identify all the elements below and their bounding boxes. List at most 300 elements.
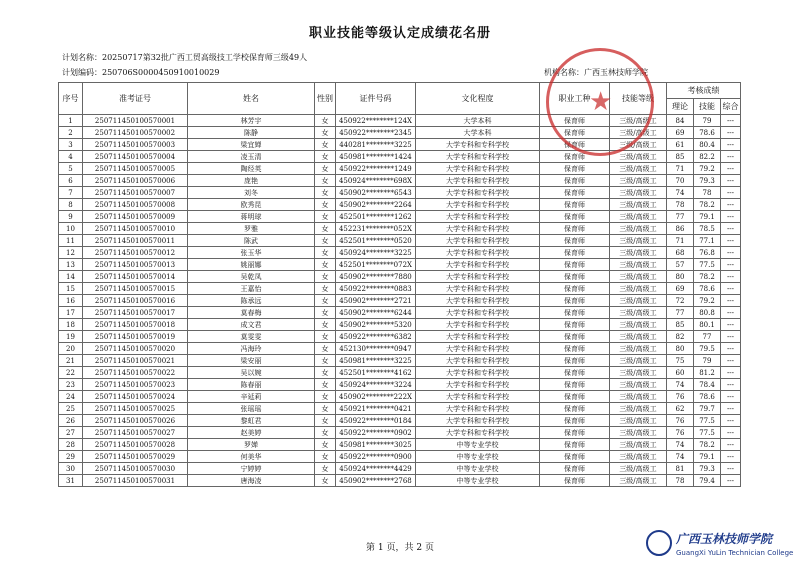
cell-education: 大学专科和专科学校 <box>416 427 540 439</box>
cell-skill: 79.2 <box>694 163 721 175</box>
cell-education: 中等专业学校 <box>416 439 540 451</box>
cell-id-no: 450921********0421 <box>336 403 416 415</box>
cell-id-no: 452501********1262 <box>336 211 416 223</box>
cell-skill: 80.1 <box>694 319 721 331</box>
cell-exam-no: 250711450100570008 <box>83 199 188 211</box>
cell-id-no: 452501********4162 <box>336 367 416 379</box>
table-row <box>59 451 741 463</box>
page-footer: 第 1 页，共 2 页 <box>366 543 434 553</box>
table-row <box>59 295 741 307</box>
table-row <box>59 439 741 451</box>
table-row <box>59 475 741 487</box>
cell-name: 何美华 <box>188 451 315 463</box>
table-row <box>59 319 741 331</box>
cell-education: 大学专科和专科学校 <box>416 295 540 307</box>
cell-name: 刘冬 <box>188 187 315 199</box>
table-row <box>59 415 741 427</box>
cell-theory: 74 <box>667 439 694 451</box>
cell-overall: --- <box>721 223 741 235</box>
cell-occupation: 保育师 <box>540 139 610 151</box>
college-name-cn: 广西玉林技师学院 <box>676 532 773 546</box>
cell-id-no: 450922********6382 <box>336 331 416 343</box>
cell-level: 三级/高级工 <box>610 451 667 463</box>
cell-occupation: 保育师 <box>540 379 610 391</box>
cell-skill: 78.2 <box>694 199 721 211</box>
cell-name: 吴以婉 <box>188 367 315 379</box>
cell-skill: 77.5 <box>694 259 721 271</box>
cell-theory: 60 <box>667 367 694 379</box>
cell-exam-no: 250711450100570004 <box>83 151 188 163</box>
cell-level: 三级/高级工 <box>610 475 667 487</box>
table-row <box>59 427 741 439</box>
cell-overall: --- <box>721 115 741 127</box>
cell-occupation: 保育师 <box>540 319 610 331</box>
cell-overall: --- <box>721 235 741 247</box>
cell-level: 三级/高级工 <box>610 391 667 403</box>
cell-name: 蒋明球 <box>188 211 315 223</box>
cell-occupation: 保育师 <box>540 475 610 487</box>
cell-name: 陈承远 <box>188 295 315 307</box>
table-row <box>59 367 741 379</box>
cell-seq: 6 <box>59 175 83 187</box>
cell-theory: 80 <box>667 343 694 355</box>
cell-education: 大学专科和专科学校 <box>416 235 540 247</box>
header-theory: 理论 <box>667 99 694 115</box>
cell-overall: --- <box>721 331 741 343</box>
cell-name: 欧秀昆 <box>188 199 315 211</box>
cell-overall: --- <box>721 403 741 415</box>
cell-occupation: 保育师 <box>540 343 610 355</box>
table-row <box>59 355 741 367</box>
table-row <box>59 187 741 199</box>
cell-seq: 3 <box>59 139 83 151</box>
cell-theory: 84 <box>667 115 694 127</box>
cell-gender: 女 <box>315 319 336 331</box>
cell-seq: 7 <box>59 187 83 199</box>
cell-skill: 79.3 <box>694 175 721 187</box>
cell-exam-no: 250711450100570018 <box>83 319 188 331</box>
table-row <box>59 259 741 271</box>
cell-theory: 68 <box>667 247 694 259</box>
cell-gender: 女 <box>315 115 336 127</box>
cell-seq: 11 <box>59 235 83 247</box>
cell-id-no: 450922********0902 <box>336 427 416 439</box>
cell-occupation: 保育师 <box>540 271 610 283</box>
cell-exam-no: 250711450100570021 <box>83 355 188 367</box>
cell-gender: 女 <box>315 175 336 187</box>
cell-gender: 女 <box>315 415 336 427</box>
cell-overall: --- <box>721 295 741 307</box>
cell-name: 梁安丽 <box>188 355 315 367</box>
cell-overall: --- <box>721 343 741 355</box>
cell-id-no: 450981********3025 <box>336 439 416 451</box>
college-name-en: GuangXi YuLin Technician College <box>676 549 794 557</box>
cell-occupation: 保育师 <box>540 115 610 127</box>
cell-overall: --- <box>721 259 741 271</box>
cell-name: 成文君 <box>188 319 315 331</box>
cell-theory: 71 <box>667 235 694 247</box>
cell-gender: 女 <box>315 151 336 163</box>
document-title: 职业技能等级认定成绩花名册 <box>308 26 491 41</box>
cell-level: 三级/高级工 <box>610 247 667 259</box>
cell-education: 大学本科 <box>416 127 540 139</box>
cell-overall: --- <box>721 319 741 331</box>
official-seal: ★ <box>546 48 654 156</box>
cell-seq: 2 <box>59 127 83 139</box>
cell-exam-no: 250711450100570011 <box>83 235 188 247</box>
cell-id-no: 450924********698X <box>336 175 416 187</box>
cell-skill: 78.6 <box>694 391 721 403</box>
cell-exam-no: 250711450100570012 <box>83 247 188 259</box>
cell-level: 三级/高级工 <box>610 343 667 355</box>
cell-occupation: 保育师 <box>540 355 610 367</box>
cell-id-no: 450902********6244 <box>336 307 416 319</box>
cell-seq: 14 <box>59 271 83 283</box>
cell-gender: 女 <box>315 199 336 211</box>
table-row <box>59 235 741 247</box>
cell-theory: 71 <box>667 163 694 175</box>
cell-occupation: 保育师 <box>540 175 610 187</box>
cell-exam-no: 250711450100570024 <box>83 391 188 403</box>
cell-education: 大学专科和专科学校 <box>416 319 540 331</box>
cell-gender: 女 <box>315 451 336 463</box>
cell-seq: 16 <box>59 295 83 307</box>
cell-name: 梁宜婵 <box>188 139 315 151</box>
cell-education: 大学专科和专科学校 <box>416 271 540 283</box>
cell-education: 大学专科和专科学校 <box>416 247 540 259</box>
cell-education: 大学专科和专科学校 <box>416 331 540 343</box>
college-emblem-icon <box>646 530 672 556</box>
cell-overall: --- <box>721 463 741 475</box>
table-row <box>59 391 741 403</box>
cell-gender: 女 <box>315 379 336 391</box>
table-row <box>59 175 741 187</box>
cell-education: 中等专业学校 <box>416 451 540 463</box>
cell-level: 三级/高级工 <box>610 211 667 223</box>
cell-education: 大学专科和专科学校 <box>416 151 540 163</box>
cell-level: 三级/高级工 <box>610 439 667 451</box>
header-exam-no: 准考证号 <box>83 83 188 115</box>
cell-level: 三级/高级工 <box>610 139 667 151</box>
cell-skill: 80.4 <box>694 139 721 151</box>
cell-id-no: 450981********3225 <box>336 355 416 367</box>
cell-id-no: 452501********072X <box>336 259 416 271</box>
cell-overall: --- <box>721 211 741 223</box>
cell-occupation: 保育师 <box>540 187 610 199</box>
cell-gender: 女 <box>315 307 336 319</box>
cell-name: 张瑶瑶 <box>188 403 315 415</box>
cell-level: 三级/高级工 <box>610 379 667 391</box>
cell-seq: 25 <box>59 403 83 415</box>
cell-seq: 18 <box>59 319 83 331</box>
cell-occupation: 保育师 <box>540 463 610 475</box>
cell-seq: 21 <box>59 355 83 367</box>
cell-skill: 79 <box>694 115 721 127</box>
cell-name: 吴乾凤 <box>188 271 315 283</box>
header-level: 技能等级 <box>610 83 667 115</box>
cell-education: 大学专科和专科学校 <box>416 211 540 223</box>
cell-skill: 79.4 <box>694 475 721 487</box>
cell-education: 中等专业学校 <box>416 475 540 487</box>
cell-theory: 72 <box>667 295 694 307</box>
cell-occupation: 保育师 <box>540 283 610 295</box>
cell-overall: --- <box>721 475 741 487</box>
header-occupation: 职业工种 <box>540 83 610 115</box>
cell-theory: 57 <box>667 259 694 271</box>
cell-name: 林芳宇 <box>188 115 315 127</box>
cell-education: 大学专科和专科学校 <box>416 391 540 403</box>
cell-level: 三级/高级工 <box>610 463 667 475</box>
cell-theory: 86 <box>667 223 694 235</box>
cell-skill: 78.2 <box>694 271 721 283</box>
cell-theory: 76 <box>667 391 694 403</box>
cell-seq: 22 <box>59 367 83 379</box>
cell-gender: 女 <box>315 283 336 295</box>
cell-theory: 76 <box>667 415 694 427</box>
cell-education: 大学专科和专科学校 <box>416 283 540 295</box>
cell-theory: 69 <box>667 127 694 139</box>
cell-skill: 77.1 <box>694 235 721 247</box>
org-name: 机构名称：广西玉林技师学院 <box>544 68 648 77</box>
cell-seq: 24 <box>59 391 83 403</box>
cell-exam-no: 250711450100570015 <box>83 283 188 295</box>
cell-level: 三级/高级工 <box>610 319 667 331</box>
cell-occupation: 保育师 <box>540 295 610 307</box>
cell-gender: 女 <box>315 127 336 139</box>
cell-exam-no: 250711450100570030 <box>83 463 188 475</box>
cell-gender: 女 <box>315 235 336 247</box>
cell-name: 赵美婷 <box>188 427 315 439</box>
cell-id-no: 440281********3225 <box>336 139 416 151</box>
cell-gender: 女 <box>315 271 336 283</box>
cell-level: 三级/高级工 <box>610 355 667 367</box>
cell-overall: --- <box>721 283 741 295</box>
table-row <box>59 151 741 163</box>
cell-seq: 17 <box>59 307 83 319</box>
cell-overall: --- <box>721 139 741 151</box>
cell-exam-no: 250711450100570017 <box>83 307 188 319</box>
cell-occupation: 保育师 <box>540 331 610 343</box>
cell-seq: 28 <box>59 439 83 451</box>
cell-exam-no: 250711450100570028 <box>83 439 188 451</box>
college-logo <box>646 528 796 562</box>
cell-gender: 女 <box>315 211 336 223</box>
cell-name: 唐海凌 <box>188 475 315 487</box>
cell-overall: --- <box>721 451 741 463</box>
cell-occupation: 保育师 <box>540 307 610 319</box>
cell-skill: 76.8 <box>694 247 721 259</box>
cell-education: 大学专科和专科学校 <box>416 259 540 271</box>
table-row <box>59 379 741 391</box>
header-name: 姓名 <box>188 83 315 115</box>
cell-id-no: 450902********5320 <box>336 319 416 331</box>
cell-gender: 女 <box>315 223 336 235</box>
header-seq: 序号 <box>59 83 83 115</box>
cell-education: 大学专科和专科学校 <box>416 379 540 391</box>
table-row <box>59 307 741 319</box>
table-row <box>59 463 741 475</box>
cell-theory: 82 <box>667 331 694 343</box>
cell-overall: --- <box>721 271 741 283</box>
cell-skill: 80.8 <box>694 307 721 319</box>
table-row <box>59 163 741 175</box>
cell-name: 凌玉清 <box>188 151 315 163</box>
cell-seq: 5 <box>59 163 83 175</box>
cell-overall: --- <box>721 187 741 199</box>
cell-education: 大学专科和专科学校 <box>416 199 540 211</box>
table-row <box>59 331 741 343</box>
cell-level: 三级/高级工 <box>610 115 667 127</box>
cell-education: 大学专科和专科学校 <box>416 343 540 355</box>
cell-id-no: 450924********3224 <box>336 379 416 391</box>
cell-gender: 女 <box>315 355 336 367</box>
cell-gender: 女 <box>315 343 336 355</box>
cell-theory: 78 <box>667 199 694 211</box>
cell-level: 三级/高级工 <box>610 199 667 211</box>
cell-skill: 79 <box>694 355 721 367</box>
cell-gender: 女 <box>315 403 336 415</box>
cell-exam-no: 250711450100570001 <box>83 115 188 127</box>
header-education: 文化程度 <box>416 83 540 115</box>
cell-skill: 79.5 <box>694 343 721 355</box>
cell-occupation: 保育师 <box>540 151 610 163</box>
cell-name: 姚丽娜 <box>188 259 315 271</box>
cell-occupation: 保育师 <box>540 211 610 223</box>
cell-occupation: 保育师 <box>540 451 610 463</box>
cell-exam-no: 250711450100570003 <box>83 139 188 151</box>
cell-id-no: 450902********2768 <box>336 475 416 487</box>
cell-theory: 74 <box>667 379 694 391</box>
cell-exam-no: 250711450100570006 <box>83 175 188 187</box>
cell-skill: 77 <box>694 331 721 343</box>
cell-gender: 女 <box>315 139 336 151</box>
cell-name: 黎虹君 <box>188 415 315 427</box>
cell-gender: 女 <box>315 331 336 343</box>
cell-overall: --- <box>721 439 741 451</box>
score-roster-table <box>58 82 741 487</box>
cell-skill: 79.1 <box>694 451 721 463</box>
cell-seq: 20 <box>59 343 83 355</box>
cell-gender: 女 <box>315 187 336 199</box>
cell-name: 陈春丽 <box>188 379 315 391</box>
cell-occupation: 保育师 <box>540 367 610 379</box>
cell-exam-no: 250711450100570002 <box>83 127 188 139</box>
cell-name: 庞艳 <box>188 175 315 187</box>
cell-gender: 女 <box>315 427 336 439</box>
cell-overall: --- <box>721 307 741 319</box>
cell-gender: 女 <box>315 463 336 475</box>
cell-education: 大学专科和专科学校 <box>416 307 540 319</box>
cell-exam-no: 250711450100570027 <box>83 427 188 439</box>
cell-gender: 女 <box>315 439 336 451</box>
cell-exam-no: 250711450100570025 <box>83 403 188 415</box>
cell-overall: --- <box>721 127 741 139</box>
cell-seq: 30 <box>59 463 83 475</box>
cell-name: 王嘉怡 <box>188 283 315 295</box>
cell-seq: 4 <box>59 151 83 163</box>
cell-id-no: 450902********222X <box>336 391 416 403</box>
cell-seq: 23 <box>59 379 83 391</box>
cell-theory: 77 <box>667 307 694 319</box>
table-row <box>59 283 741 295</box>
cell-theory: 61 <box>667 139 694 151</box>
cell-level: 三级/高级工 <box>610 295 667 307</box>
cell-seq: 10 <box>59 223 83 235</box>
cell-occupation: 保育师 <box>540 223 610 235</box>
cell-name: 罗婵 <box>188 439 315 451</box>
cell-name: 陶经英 <box>188 163 315 175</box>
cell-seq: 8 <box>59 199 83 211</box>
cell-skill: 81.2 <box>694 367 721 379</box>
cell-overall: --- <box>721 415 741 427</box>
header-scores: 考核成绩 <box>667 83 741 99</box>
cell-education: 大学专科和专科学校 <box>416 403 540 415</box>
table-row <box>59 247 741 259</box>
cell-exam-no: 250711450100570013 <box>83 259 188 271</box>
cell-gender: 女 <box>315 295 336 307</box>
cell-theory: 80 <box>667 271 694 283</box>
cell-seq: 31 <box>59 475 83 487</box>
cell-education: 大学专科和专科学校 <box>416 367 540 379</box>
cell-occupation: 保育师 <box>540 235 610 247</box>
cell-id-no: 452130********0947 <box>336 343 416 355</box>
cell-id-no: 450902********2721 <box>336 295 416 307</box>
cell-education: 大学专科和专科学校 <box>416 175 540 187</box>
cell-education: 大学专科和专科学校 <box>416 187 540 199</box>
cell-name: 冯海玲 <box>188 343 315 355</box>
cell-skill: 78.2 <box>694 439 721 451</box>
cell-seq: 15 <box>59 283 83 295</box>
cell-exam-no: 250711450100570014 <box>83 271 188 283</box>
cell-level: 三级/高级工 <box>610 163 667 175</box>
cell-name: 陈武 <box>188 235 315 247</box>
cell-education: 大学专科和专科学校 <box>416 415 540 427</box>
cell-overall: --- <box>721 427 741 439</box>
cell-overall: --- <box>721 379 741 391</box>
cell-occupation: 保育师 <box>540 415 610 427</box>
cell-id-no: 452231********052X <box>336 223 416 235</box>
table-row <box>59 223 741 235</box>
cell-theory: 76 <box>667 427 694 439</box>
cell-seq: 12 <box>59 247 83 259</box>
cell-skill: 77.5 <box>694 427 721 439</box>
header-gender: 性别 <box>315 83 336 115</box>
cell-skill: 79.7 <box>694 403 721 415</box>
plan-name: 计划名称：20250717第32批广西工贸高级技工学校保育师三级49人 <box>62 53 308 62</box>
cell-skill: 78.5 <box>694 223 721 235</box>
cell-theory: 85 <box>667 151 694 163</box>
cell-occupation: 保育师 <box>540 439 610 451</box>
table-row <box>59 343 741 355</box>
cell-seq: 9 <box>59 211 83 223</box>
cell-skill: 77.5 <box>694 415 721 427</box>
cell-occupation: 保育师 <box>540 163 610 175</box>
cell-overall: --- <box>721 199 741 211</box>
cell-id-no: 450922********124X <box>336 115 416 127</box>
cell-exam-no: 250711450100570020 <box>83 343 188 355</box>
cell-gender: 女 <box>315 247 336 259</box>
cell-level: 三级/高级工 <box>610 127 667 139</box>
plan-code: 计划编码：250706S0000450910010029 <box>62 68 220 77</box>
cell-overall: --- <box>721 163 741 175</box>
cell-level: 三级/高级工 <box>610 367 667 379</box>
cell-skill: 78.6 <box>694 127 721 139</box>
cell-name: 莫春梅 <box>188 307 315 319</box>
cell-level: 三级/高级工 <box>610 427 667 439</box>
cell-theory: 77 <box>667 211 694 223</box>
cell-education: 中等专业学校 <box>416 463 540 475</box>
cell-exam-no: 250711450100570023 <box>83 379 188 391</box>
